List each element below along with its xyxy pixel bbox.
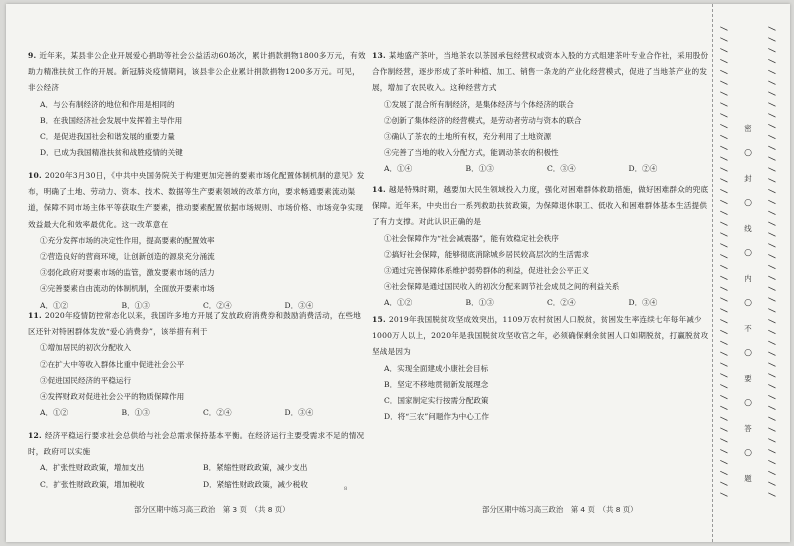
seal-char: 封 (744, 174, 752, 183)
page-mark: 8 (344, 486, 348, 492)
seal-char: 题 (744, 474, 752, 483)
seal-circle-icon: ○ (744, 298, 752, 308)
statement-1: ①社会保障作为“社会减震器”，能有效稳定社会秩序 (384, 233, 559, 243)
statement-1: ①发展了混合所有制经济，是集体经济与个体经济的联合 (384, 99, 574, 109)
question-12 (28, 428, 366, 493)
option-a: A．①② (384, 298, 413, 308)
question-10 (28, 168, 366, 314)
option-d: D．已成为我国精准扶贫和战胜疫情的关键 (40, 148, 183, 158)
option-c: C．③④ (547, 164, 576, 174)
seal-char: 线 (744, 224, 752, 233)
option-c: C．扩张性财政政策，增加税收 (40, 479, 145, 489)
slash-border-left: / / / / / / / / / / / / / / / / / / / / / / / / / / / / / / / / / / / / / / / / / / / / (718, 26, 728, 498)
seal-circle-icon: ○ (744, 448, 752, 458)
statement-3: ③通过完善保障体系维护弱势群体的利益，促进社会公平正义 (384, 266, 590, 276)
question-number: 10. (28, 171, 42, 180)
answer-options (28, 460, 366, 492)
option-d: D．②④ (628, 164, 658, 174)
question-14 (372, 182, 710, 312)
option-a: A．①② (40, 408, 69, 418)
seal-circle-icon: ○ (744, 398, 752, 408)
option-a: A．扩张性财政政策，增加支出 (40, 463, 145, 473)
question-number: 11. (28, 311, 42, 320)
slash-border-right: / / / / / / / / / / / / / / / / / / / / / / / / / / / / / / / / / / / / / / / / / / / / (766, 26, 776, 498)
option-a: A．实现全面建成小康社会目标 (384, 363, 489, 373)
option-a: A．①② (40, 300, 69, 310)
statement-3: ③弱化政府对要素市场的监管，激发要素市场的活力 (40, 268, 215, 278)
answer-options (28, 405, 366, 421)
statement-2: ②创新了集体经济的经营模式，是劳动者劳动与资本的联合 (384, 115, 582, 125)
seal-char: 内 (744, 274, 752, 283)
option-b: B．在我国经济社会发展中发挥着主导作用 (40, 115, 183, 125)
question-number: 15. (372, 315, 386, 324)
question-13 (372, 48, 710, 178)
page-footer-4: 部分区期中练习高三政治 第 4 页 （共 8 页） (482, 505, 638, 514)
exam-sheet (6, 4, 790, 542)
option-b: B．①③ (465, 164, 494, 174)
question-number: 14. (372, 185, 386, 194)
option-b: B．①③ (121, 300, 150, 310)
question-stem: 近年来，某县非公企业开展爱心捐助等社会公益活动60场次，累计捐款捐物1800多万元，有效助力精准扶贫工作的开展。新冠肺炎疫情期间，该县非公企业累计捐款捐物1200多万元。可见，非公经济 (28, 51, 366, 93)
left-column (28, 4, 366, 542)
option-c: C．②④ (203, 300, 232, 310)
statement-4: ④完善了当地的收入分配方式，能调动茶农的积极性 (384, 148, 559, 158)
statement-4: ④社会保障是通过国民收入的初次分配来调节社会成员之间的利益关系 (384, 282, 620, 292)
question-stem: 2020年疫情防控常态化以来，我国许多地方开展了发放政府消费券和鼓励消费活动，在些地区还针对特困群体发放“爱心消费券”，该举措有利于 (28, 311, 362, 337)
seal-warning-text (738, 116, 758, 491)
option-c: C．②④ (203, 408, 232, 418)
question-number: 9. (28, 51, 37, 60)
option-d: D．将“三农”问题作为中心工作 (384, 412, 489, 422)
option-d: D．③④ (628, 298, 658, 308)
question-9 (28, 48, 366, 161)
statement-2: ②营造良好的营商环境，让创新创造的源泉充分涌流 (40, 252, 215, 262)
question-number: 12. (28, 431, 42, 440)
seal-char: 密 (744, 124, 752, 133)
question-stem: 某地盛产茶叶，当地茶农以茶园承包经营权或资本入股的方式组建茶叶专业合作社，采用股份合作制经营，逐步形成了茶叶种植、加工、销售一条龙的产业化经营模式，促进了当地茶产业的发展，增加了农民收入。这种经营方式 (372, 51, 709, 93)
option-d: D．③④ (284, 408, 314, 418)
question-15 (372, 312, 710, 425)
question-stem: 越是特殊时期，越要加大民生领域投入力度，强化对困难群体救助措施，做好困难群众的兜底保障。近年来，中央出台一系列救助扶贫政策，为保障退休职工、低收入和困难群体基本生活提供了有力支撑。对此认识正确的是 (372, 185, 709, 227)
statement-1: ①充分发挥市场的决定性作用，提高要素的配置效率 (40, 235, 215, 245)
statement-3: ③确认了茶农的土地所有权，充分利用了土地资源 (384, 132, 552, 142)
question-number: 13. (372, 51, 386, 60)
page-footer-3: 部分区期中练习高三政治 第 3 页 （共 8 页） (134, 505, 290, 514)
statement-1: ①增加居民的初次分配收入 (40, 343, 132, 353)
right-column (372, 4, 710, 542)
seal-char: 不 (744, 324, 752, 333)
seal-char: 要 (744, 374, 752, 383)
statement-4: ④完善要素自由流动的体制机制，全面放开要素市场 (40, 284, 215, 294)
option-d: D．紧缩性财政政策，减少税收 (203, 479, 308, 489)
option-d: D．③④ (284, 300, 314, 310)
option-a: A．与公有制经济的地位和作用是相同的 (40, 99, 175, 109)
question-stem: 经济平稳运行要求社会总供给与社会总需求保持基本平衡。在经济运行主要受需求不足的情况时，政府可以实施 (28, 431, 365, 457)
option-c: C．是促进我国社会和谐发展的重要力量 (40, 132, 175, 142)
seal-circle-icon: ○ (744, 198, 752, 208)
option-c: C．国家制定实行按需分配政策 (384, 396, 489, 406)
seal-char: 答 (744, 424, 752, 433)
question-stem: 2020年3月30日，《中共中央国务院关于构建更加完善的要素市场化配置体制机制的意见》发布，明确了土地、劳动力、资本、技术、数据等生产要素领域的改革方向，要求畅通要素流动渠道，保障不同市场主体平等获取生产要素，推动要素配置依据市场规则、市场价格、市场竞争实现效益最大化和效率最优化。这一改革意在 (28, 171, 365, 229)
option-b: B．①③ (465, 298, 494, 308)
seal-margin (718, 26, 780, 522)
question-stem: 2019年我国脱贫攻坚成效突出，1109万农村贫困人口脱贫，贫困发生率连续七年每年减少1000万人以上，2020年是我国脱贫攻坚收官之年，必须确保剩余贫困人口如期脱贫，打赢脱贫攻坚战是因为 (372, 315, 709, 357)
statement-2: ②在扩大中等收入群体比重中促进社会公平 (40, 359, 185, 369)
statement-3: ③促进国民经济的平稳运行 (40, 375, 132, 385)
question-11 (28, 308, 366, 421)
option-b: B．坚定不移地贯彻新发展理念 (384, 379, 489, 389)
statement-4: ④发挥财政对促进社会公平的物质保障作用 (40, 392, 185, 402)
seal-divider-line (712, 4, 714, 542)
option-b: B．①③ (121, 408, 150, 418)
seal-circle-icon: ○ (744, 348, 752, 358)
option-b: B．紧缩性财政政策，减少支出 (203, 463, 308, 473)
option-c: C．②④ (547, 298, 576, 308)
answer-options (372, 295, 710, 311)
seal-circle-icon: ○ (744, 248, 752, 258)
option-a: A．①④ (384, 164, 413, 174)
answer-options (372, 161, 710, 177)
statement-2: ②搞好社会保障，能够彻底消除城乡居民较高层次的生活需求 (384, 249, 590, 259)
seal-circle-icon: ○ (744, 148, 752, 158)
